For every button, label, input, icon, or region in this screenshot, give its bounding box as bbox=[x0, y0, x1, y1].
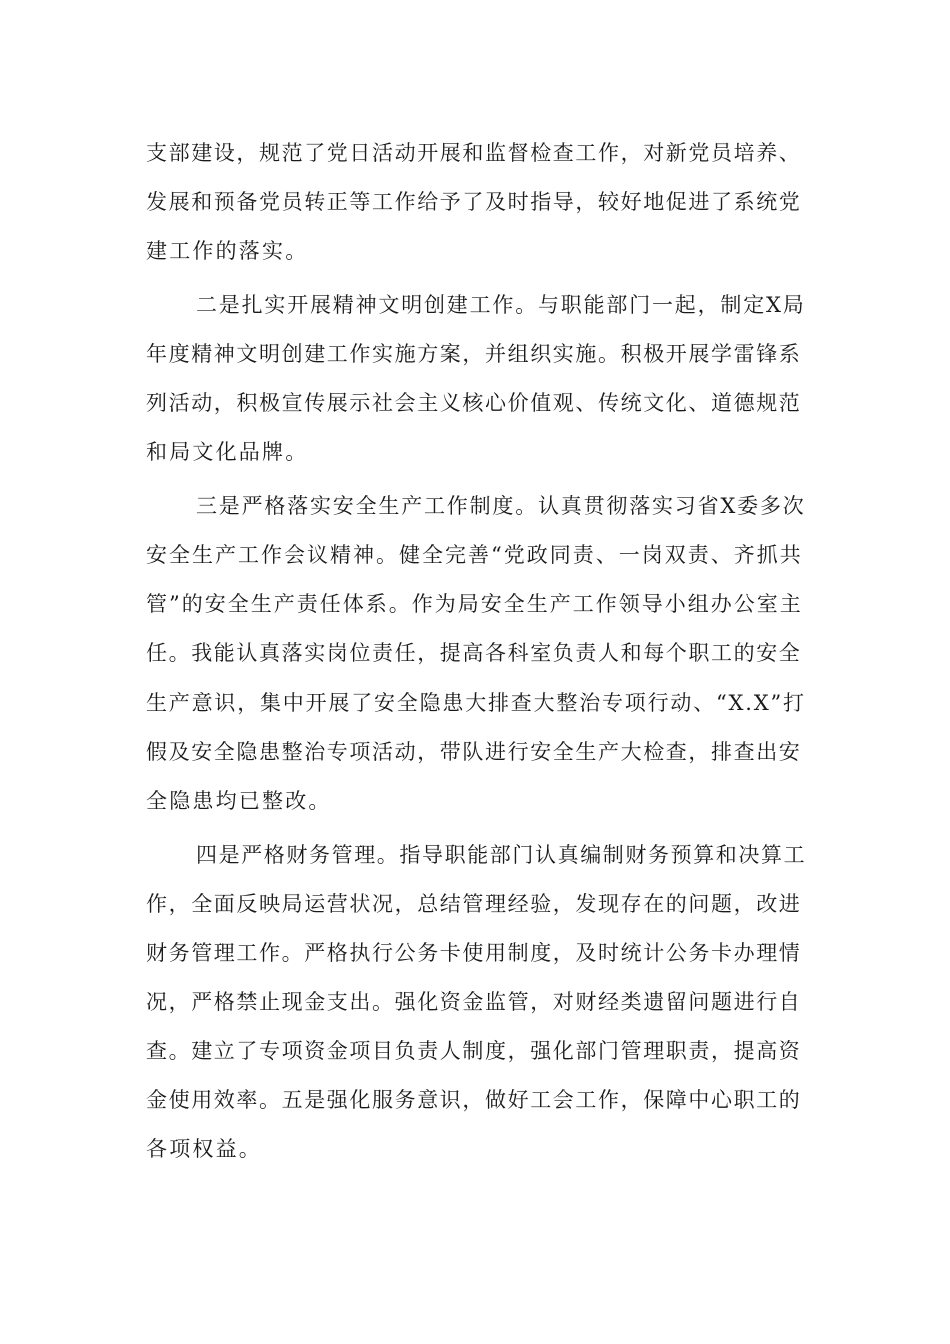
paragraph-3-line-4: 任。我能认真落实岗位责任，提高各科室负责人和每个职工的安全 bbox=[146, 641, 802, 665]
paragraph-4-line-2: 作，全面反映局运营状况，总结管理经验，发现存在的问题，改进 bbox=[146, 892, 802, 916]
paragraph-3-line-2: 安全生产工作会议精神。健全完善“党政同责、一岗双责、齐抓共 bbox=[146, 543, 803, 567]
paragraph-4-line-3: 财务管理工作。严格执行公务卡使用制度，及时统计公务卡办理情 bbox=[146, 941, 802, 965]
paragraph-4-line-4: 况，严格禁止现金支出。强化资金监管，对财经类遗留问题进行自 bbox=[146, 990, 802, 1014]
paragraph-2-line-2: 年度精神文明创建工作实施方案，并组织实施。积极开展学雷锋系 bbox=[146, 342, 802, 366]
paragraph-2-line-1: 二是扎实开展精神文明创建工作。与职能部门一起，制定X局 bbox=[196, 293, 806, 317]
paragraph-3-line-1: 三是严格落实安全生产工作制度。认真贯彻落实习省X委多次 bbox=[196, 494, 806, 518]
paragraph-2-line-4: 和局文化品牌。 bbox=[146, 440, 309, 464]
paragraph-1-line-3: 建工作的落实。 bbox=[146, 239, 309, 263]
paragraph-1-line-1: 支部建设，规范了党日活动开展和监督检查工作，对新党员培养、 bbox=[146, 141, 802, 165]
paragraph-1-line-2: 发展和预备党员转正等工作给予了及时指导，较好地促进了系统党 bbox=[146, 190, 802, 214]
paragraph-2-line-3: 列活动，积极宣传展示社会主义核心价值观、传统文化、道德规范 bbox=[146, 391, 802, 415]
paragraph-4-line-7: 各项权益。 bbox=[146, 1137, 262, 1161]
paragraph-3-line-6: 假及安全隐患整治专项活动，带队进行安全生产大检查，排查出安 bbox=[146, 740, 802, 764]
paragraph-3-line-5: 生产意识，集中开展了安全隐患大排查大整治专项行动、“X.X”打 bbox=[146, 691, 806, 715]
paragraph-4-line-6: 金使用效率。五是强化服务意识，做好工会工作，保障中心职工的 bbox=[146, 1088, 802, 1112]
paragraph-3-line-7: 全隐患均已整改。 bbox=[146, 789, 332, 813]
paragraph-3-line-3: 管”的安全生产责任体系。作为局安全生产工作领导小组办公室主 bbox=[146, 592, 803, 616]
paragraph-4-line-5: 查。建立了专项资金项目负责人制度，强化部门管理职责，提高资 bbox=[146, 1039, 802, 1063]
paragraph-4-line-1: 四是严格财务管理。指导职能部门认真编制财务预算和决算工 bbox=[196, 843, 807, 867]
